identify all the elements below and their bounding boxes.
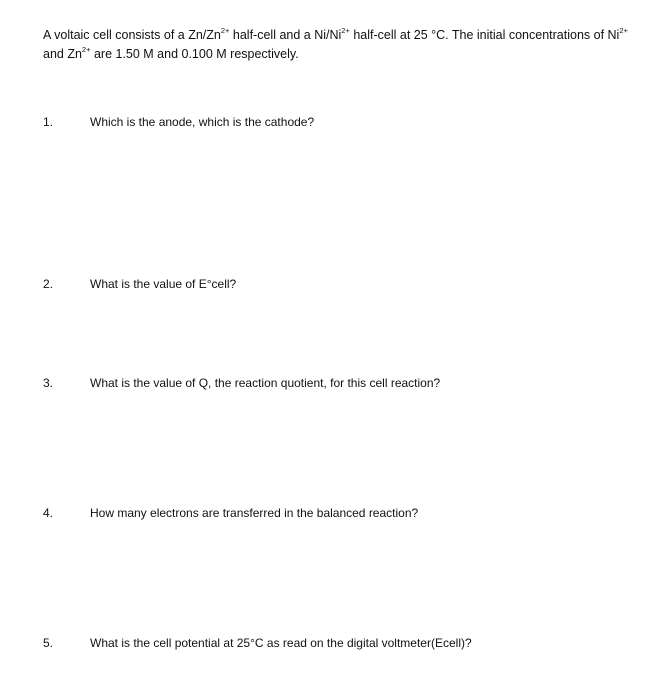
question-number: 1. bbox=[43, 115, 54, 129]
question-text: How many electrons are transferred in the balanced reaction? bbox=[90, 506, 419, 520]
intro-text-2: half-cell and a Ni/Ni bbox=[229, 28, 342, 42]
question-text: What is the value of Q, the reaction quotient, for this cell reaction? bbox=[90, 376, 441, 390]
question-text: Which is the anode, which is the cathode? bbox=[90, 115, 315, 129]
charge-superscript-ni: 2+ bbox=[341, 25, 350, 35]
question-text: What is the cell potential at 25°C as read on the digital voltmeter(Ecell)? bbox=[90, 636, 472, 650]
question-number: 4. bbox=[43, 506, 54, 520]
intro-text-1: A voltaic cell consists of a Zn/Zn bbox=[43, 28, 221, 42]
intro-text-5: are 1.50 M and 0.100 M respectively. bbox=[90, 47, 299, 61]
charge-superscript-zn: 2+ bbox=[220, 25, 230, 35]
intro-text-4: and Zn bbox=[43, 47, 82, 61]
question-number: 3. bbox=[43, 376, 54, 390]
charge-superscript-zn-conc: 2+ bbox=[81, 44, 91, 54]
intro-text-3: half-cell at 25 °C. The initial concentrations of Ni bbox=[349, 28, 620, 42]
question-number: 2. bbox=[43, 277, 54, 291]
question-text: What is the value of E°cell? bbox=[90, 277, 237, 291]
question-number: 5. bbox=[43, 636, 54, 650]
problem-statement bbox=[43, 26, 633, 64]
charge-superscript-ni-conc: 2+ bbox=[619, 25, 628, 35]
